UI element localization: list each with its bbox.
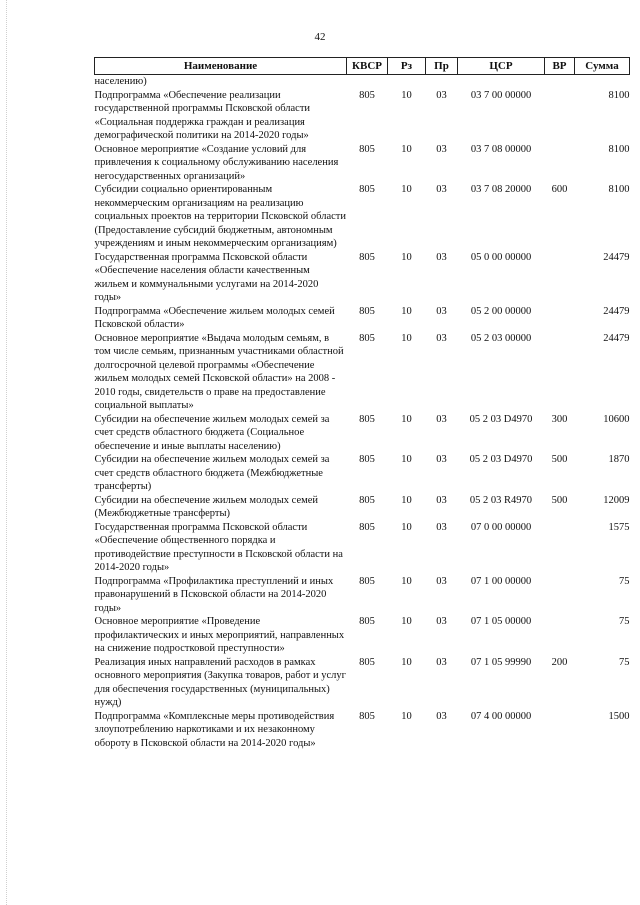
cell-rz: 10 [401, 89, 412, 101]
cell-rz: 10 [401, 413, 412, 425]
cell-name: Субсидии на обеспечение жильем молодых семей за счет средств областного бюджета (Социальное обеспечение и иные выплаты населению) [94, 413, 330, 452]
table-row [95, 710, 630, 751]
cell-pr: 03 [436, 575, 447, 587]
table-row [95, 656, 630, 710]
cell-csr [458, 75, 545, 89]
header-vr: ВР [545, 58, 575, 75]
header-name: Наименование [95, 58, 347, 75]
cell-kvsr: 805 [359, 413, 375, 425]
cell-kvsr [347, 75, 388, 89]
cell-vr: 500 [551, 494, 568, 506]
cell-kvsr: 805 [359, 143, 375, 155]
cell-sum: 75 [619, 575, 630, 587]
budget-table [94, 57, 630, 750]
page-number: 42 [314, 31, 326, 43]
cell-vr [545, 615, 575, 656]
cell-rz: 10 [401, 184, 412, 195]
cell-sum: 8100 [608, 143, 630, 155]
cell-vr: 200 [551, 656, 568, 668]
cell-sum: 8100 [608, 184, 630, 195]
cell-vr [545, 305, 575, 332]
cell-vr: 300 [551, 413, 568, 425]
cell-kvsr: 805 [359, 710, 375, 722]
cell-kvsr: 805 [359, 184, 375, 195]
cell-vr [545, 75, 575, 89]
cell-rz: 10 [401, 454, 412, 465]
cell-kvsr: 805 [359, 89, 375, 101]
cell-csr: 05 2 03 R4970 [469, 494, 533, 506]
table-row [95, 413, 630, 454]
cell-name: Государственная программа Псковской области «Обеспечение населения области качественным жильем и коммунальными услугами на 2014-2020 годы» [94, 251, 319, 303]
header-csr: ЦСР [458, 58, 545, 75]
cell-pr: 03 [436, 710, 447, 722]
cell-sum: 12009 [603, 494, 630, 506]
cell-name: Подпрограмма «Обеспечение жильем молодых семей Псковской области» [94, 305, 335, 330]
cell-name: Основное мероприятие «Создание условий для привлечения к социальному обслуживанию населения негосударственных организаций» [94, 143, 339, 182]
cell-name: Государственная программа Псковской области «Обеспечение общественного порядка и противодействие преступности в Псковской области на 2014-2020 годы» [94, 521, 343, 573]
table-row [95, 251, 630, 305]
cell-csr: 03 7 00 00000 [470, 89, 532, 101]
cell-pr: 03 [436, 143, 447, 155]
table-header-row [95, 58, 630, 75]
cell-csr: 07 1 00 00000 [470, 575, 532, 587]
cell-sum [575, 75, 630, 89]
cell-vr [545, 710, 575, 751]
cell-name: Реализация иных направлений расходов в рамках основного мероприятия (Закупка товаров, работ и услуг для обеспечения государственных (муниципальных) нужд) [94, 656, 346, 708]
cell-rz: 10 [401, 143, 412, 155]
table-row [95, 575, 630, 616]
cell-vr [545, 89, 575, 143]
cell-sum: 75 [619, 616, 630, 627]
cell-name: Субсидии социально ориентированным некоммерческим организациям на реализацию социальных проектов на территории Псковской области (Предоставление субсидий бюджетным, автономным учреждениям и иным некоммерческим организациям) [94, 184, 346, 249]
cell-csr: 05 2 03 D4970 [469, 454, 533, 465]
cell-kvsr: 805 [359, 332, 375, 344]
cell-name: Субсидии на обеспечение жильем молодых семей (Межбюджетные трансферты) [94, 494, 319, 519]
cell-pr: 03 [436, 184, 447, 195]
cell-pr [426, 75, 458, 89]
cell-kvsr: 805 [359, 251, 375, 263]
cell-csr: 07 0 00 00000 [470, 521, 532, 533]
table-row [95, 494, 630, 521]
cell-sum: 24479 [603, 251, 630, 263]
cell-name: Субсидии на обеспечение жильем молодых семей за счет средств областного бюджета (Межбюджетные трансферты) [94, 454, 330, 492]
page-edge-rule [6, 0, 7, 905]
table-row [95, 305, 630, 332]
cell-csr: 07 1 05 99990 [470, 656, 532, 668]
cell-pr: 03 [436, 616, 447, 627]
cell-sum: 24479 [603, 332, 630, 344]
cell-vr [545, 521, 575, 575]
table-row [95, 75, 630, 89]
header-sum: Сумма [575, 58, 630, 75]
cell-rz [388, 75, 426, 89]
table-row [95, 521, 630, 575]
cell-sum: 24479 [603, 305, 630, 317]
cell-name: Подпрограмма «Обеспечение реализации государственной программы Псковской области «Социальная поддержка граждан и реализация демографической политики на 2014-2020 годы» [94, 89, 311, 141]
cell-kvsr: 805 [359, 454, 375, 465]
cell-pr: 03 [436, 332, 447, 344]
cell-name: населению) [94, 76, 147, 87]
cell-csr: 03 7 08 20000 [470, 184, 532, 195]
cell-sum: 10600 [603, 413, 630, 425]
cell-kvsr: 805 [359, 575, 375, 587]
cell-pr: 03 [436, 251, 447, 263]
cell-sum: 1575 [608, 521, 630, 533]
table-row [95, 89, 630, 143]
cell-pr: 03 [436, 89, 447, 101]
cell-name: Подпрограмма «Профилактика преступлений и иных правонарушений в Псковской области на 2014-2020 годы» [94, 575, 334, 614]
cell-rz: 10 [401, 251, 412, 263]
cell-sum: 8100 [608, 89, 630, 101]
cell-rz: 10 [401, 305, 412, 317]
cell-sum: 75 [619, 656, 630, 668]
table-body [95, 75, 630, 751]
cell-name: Основное мероприятие «Выдача молодым семьям, в том числе семьям, признанным участниками областной долгосрочной целевой программы «Обеспечение жильем молодых семей Псковской области» на 2008 - 2010 годы, свидетельств о праве на предоставление социальной выплаты» [94, 332, 344, 411]
cell-rz: 10 [401, 575, 412, 587]
header-rz: Рз [388, 58, 426, 75]
cell-sum: 1870 [608, 454, 630, 465]
table-row [95, 615, 630, 656]
cell-kvsr: 805 [359, 616, 375, 627]
cell-vr [545, 143, 575, 184]
cell-pr: 03 [436, 494, 447, 506]
cell-rz: 10 [401, 656, 412, 668]
cell-name: Основное мероприятие «Проведение профилактических и иных мероприятий, направленных на снижение подростковой преступности» [94, 616, 345, 654]
cell-rz: 10 [401, 494, 412, 506]
cell-sum: 1500 [608, 710, 630, 722]
cell-name: Подпрограмма «Комплексные меры противодействия злоупотреблению наркотиками и их незаконному обороту в Псковской области на 2014-2020 годы» [94, 710, 335, 749]
table-row [95, 453, 630, 494]
cell-rz: 10 [401, 710, 412, 722]
cell-csr: 05 2 03 D4970 [469, 413, 533, 425]
cell-vr: 600 [551, 184, 568, 195]
cell-vr: 500 [551, 454, 568, 465]
cell-csr: 03 7 08 00000 [470, 143, 532, 155]
cell-pr: 03 [436, 454, 447, 465]
header-pr: Пр [426, 58, 458, 75]
cell-csr: 05 2 03 00000 [470, 332, 532, 344]
cell-vr [545, 575, 575, 616]
header-kvsr: КВСР [347, 58, 388, 75]
cell-csr: 07 4 00 00000 [470, 710, 532, 722]
cell-pr: 03 [436, 305, 447, 317]
cell-kvsr: 805 [359, 494, 375, 506]
cell-kvsr: 805 [359, 305, 375, 317]
cell-pr: 03 [436, 656, 447, 668]
cell-rz: 10 [401, 332, 412, 344]
cell-rz: 10 [401, 521, 412, 533]
cell-csr: 05 2 00 00000 [470, 305, 532, 317]
cell-kvsr: 805 [359, 521, 375, 533]
cell-csr: 07 1 05 00000 [470, 616, 532, 627]
table-row [95, 332, 630, 413]
table-row [95, 183, 630, 251]
cell-vr [545, 251, 575, 305]
cell-kvsr: 805 [359, 656, 375, 668]
cell-csr: 05 0 00 00000 [470, 251, 532, 263]
cell-pr: 03 [436, 413, 447, 425]
cell-pr: 03 [436, 521, 447, 533]
cell-vr [545, 332, 575, 413]
table-row [95, 143, 630, 184]
cell-rz: 10 [401, 616, 412, 627]
